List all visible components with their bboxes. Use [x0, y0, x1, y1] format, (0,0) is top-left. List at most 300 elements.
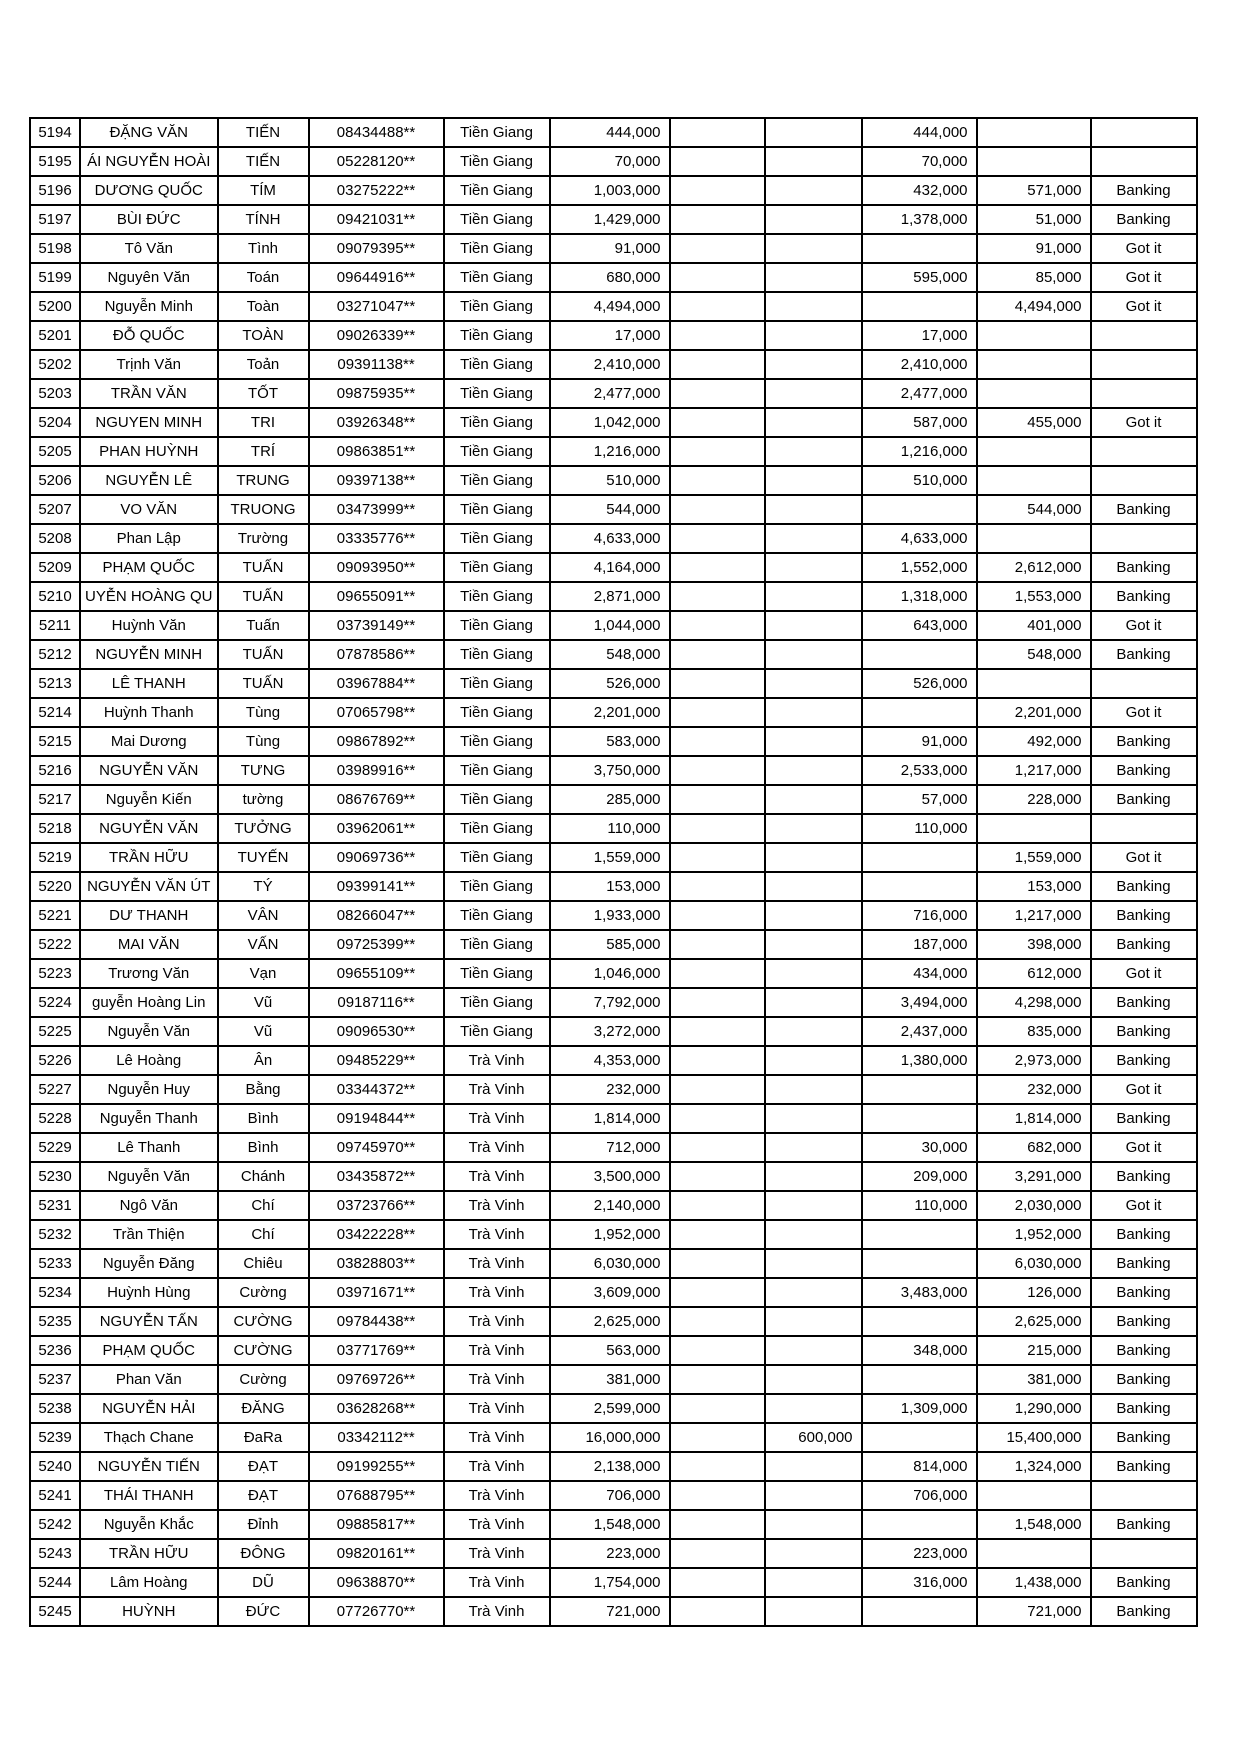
cell-amount-1: 1,044,000: [550, 611, 670, 640]
cell-blank-1: [670, 1017, 765, 1046]
cell-amount-1: 1,003,000: [550, 176, 670, 205]
cell-amount-1: 706,000: [550, 1481, 670, 1510]
cell-amount-3: 1,548,000: [977, 1510, 1091, 1539]
cell-given-name: TUYẾN: [218, 843, 309, 872]
cell-amount-1: 3,272,000: [550, 1017, 670, 1046]
cell-phone-masked: 03828803**: [309, 1249, 444, 1278]
cell-amount-1: 526,000: [550, 669, 670, 698]
cell-status: Banking: [1091, 1394, 1197, 1423]
cell-amount-2: 187,000: [862, 930, 977, 959]
cell-row-id: 5208: [30, 524, 80, 553]
cell-phone-masked: 09655109**: [309, 959, 444, 988]
cell-blank-1: [670, 234, 765, 263]
cell-row-id: 5240: [30, 1452, 80, 1481]
cell-amount-2: 1,309,000: [862, 1394, 977, 1423]
cell-status: Got it: [1091, 408, 1197, 437]
cell-province: Tiền Giang: [444, 727, 550, 756]
cell-blank-2: [765, 118, 862, 147]
cell-amount-2: 110,000: [862, 1191, 977, 1220]
cell-row-id: 5206: [30, 466, 80, 495]
cell-amount-1: 1,429,000: [550, 205, 670, 234]
table-row: [30, 321, 1197, 350]
cell-amount-3: [977, 118, 1091, 147]
cell-province: Tiền Giang: [444, 379, 550, 408]
cell-blank-1: [670, 408, 765, 437]
cell-blank-1: [670, 205, 765, 234]
cell-province: Tiền Giang: [444, 843, 550, 872]
cell-blank-1: [670, 350, 765, 379]
cell-blank-2: [765, 669, 862, 698]
cell-amount-3: 401,000: [977, 611, 1091, 640]
cell-given-name: ĐẠT: [218, 1481, 309, 1510]
cell-amount-1: 2,477,000: [550, 379, 670, 408]
cell-given-name: ĐaRa: [218, 1423, 309, 1452]
cell-given-name: Vạn: [218, 959, 309, 988]
cell-given-name: TÍM: [218, 176, 309, 205]
cell-province: Tiền Giang: [444, 582, 550, 611]
transfer-table: [29, 117, 1198, 1627]
cell-phone-masked: 09867892**: [309, 727, 444, 756]
cell-blank-2: [765, 1539, 862, 1568]
cell-given-name: Toán: [218, 263, 309, 292]
cell-blank-2: [765, 524, 862, 553]
cell-status: Banking: [1091, 1336, 1197, 1365]
cell-amount-2: [862, 1510, 977, 1539]
table-row: [30, 1568, 1197, 1597]
cell-family-middle-name: Tô Văn: [80, 234, 218, 263]
cell-province: Trà Vinh: [444, 1220, 550, 1249]
cell-status: Got it: [1091, 843, 1197, 872]
cell-status: Banking: [1091, 1278, 1197, 1307]
cell-amount-1: 510,000: [550, 466, 670, 495]
cell-given-name: tường: [218, 785, 309, 814]
cell-given-name: VẤN: [218, 930, 309, 959]
table-row: [30, 408, 1197, 437]
cell-status: Got it: [1091, 698, 1197, 727]
cell-amount-3: [977, 1539, 1091, 1568]
cell-amount-3: 544,000: [977, 495, 1091, 524]
cell-phone-masked: 03271047**: [309, 292, 444, 321]
cell-province: Tiền Giang: [444, 350, 550, 379]
cell-amount-1: 444,000: [550, 118, 670, 147]
cell-amount-3: 232,000: [977, 1075, 1091, 1104]
cell-amount-2: 814,000: [862, 1452, 977, 1481]
cell-blank-2: [765, 1046, 862, 1075]
cell-amount-3: 51,000: [977, 205, 1091, 234]
cell-row-id: 5239: [30, 1423, 80, 1452]
cell-given-name: Chiêu: [218, 1249, 309, 1278]
cell-blank-2: [765, 1220, 862, 1249]
cell-blank-2: [765, 495, 862, 524]
cell-row-id: 5217: [30, 785, 80, 814]
cell-amount-1: 232,000: [550, 1075, 670, 1104]
cell-status: Got it: [1091, 292, 1197, 321]
cell-amount-2: 348,000: [862, 1336, 977, 1365]
cell-given-name: Vũ: [218, 988, 309, 1017]
cell-amount-1: 7,792,000: [550, 988, 670, 1017]
cell-given-name: ĐĂNG: [218, 1394, 309, 1423]
cell-blank-1: [670, 1481, 765, 1510]
cell-province: Trà Vinh: [444, 1597, 550, 1626]
cell-amount-3: 571,000: [977, 176, 1091, 205]
cell-given-name: Tình: [218, 234, 309, 263]
cell-family-middle-name: Huỳnh Văn: [80, 611, 218, 640]
cell-blank-1: [670, 669, 765, 698]
table-row: [30, 843, 1197, 872]
cell-given-name: TRI: [218, 408, 309, 437]
cell-status: Banking: [1091, 727, 1197, 756]
cell-province: Trà Vinh: [444, 1162, 550, 1191]
table-row: [30, 1104, 1197, 1133]
cell-given-name: ĐẠT: [218, 1452, 309, 1481]
cell-blank-2: [765, 1365, 862, 1394]
cell-province: Tiền Giang: [444, 988, 550, 1017]
cell-blank-2: [765, 1017, 862, 1046]
cell-blank-2: [765, 176, 862, 205]
cell-family-middle-name: NGUYEN MINH: [80, 408, 218, 437]
cell-blank-1: [670, 118, 765, 147]
cell-amount-2: [862, 872, 977, 901]
cell-blank-1: [670, 147, 765, 176]
cell-status: [1091, 1539, 1197, 1568]
cell-given-name: Chánh: [218, 1162, 309, 1191]
cell-given-name: TUẤN: [218, 582, 309, 611]
cell-row-id: 5222: [30, 930, 80, 959]
cell-status: [1091, 814, 1197, 843]
table-row: [30, 814, 1197, 843]
cell-phone-masked: 09421031**: [309, 205, 444, 234]
cell-province: Trà Vinh: [444, 1249, 550, 1278]
table-row: [30, 1423, 1197, 1452]
cell-province: Tiền Giang: [444, 901, 550, 930]
cell-blank-1: [670, 727, 765, 756]
cell-amount-2: [862, 1075, 977, 1104]
cell-row-id: 5198: [30, 234, 80, 263]
cell-phone-masked: 09769726**: [309, 1365, 444, 1394]
cell-family-middle-name: HUỲNH: [80, 1597, 218, 1626]
cell-family-middle-name: Nguyễn Thanh: [80, 1104, 218, 1133]
cell-amount-2: 30,000: [862, 1133, 977, 1162]
cell-blank-2: [765, 1104, 862, 1133]
cell-phone-masked: 09875935**: [309, 379, 444, 408]
cell-family-middle-name: Ngô Văn: [80, 1191, 218, 1220]
cell-row-id: 5214: [30, 698, 80, 727]
cell-blank-2: [765, 698, 862, 727]
cell-family-middle-name: PHAN HUỲNH: [80, 437, 218, 466]
cell-phone-masked: 09187116**: [309, 988, 444, 1017]
cell-amount-2: 716,000: [862, 901, 977, 930]
cell-amount-1: 285,000: [550, 785, 670, 814]
cell-row-id: 5199: [30, 263, 80, 292]
cell-given-name: Tùng: [218, 698, 309, 727]
cell-amount-2: 1,216,000: [862, 437, 977, 466]
cell-family-middle-name: TRẦN HỮU: [80, 1539, 218, 1568]
cell-amount-1: 721,000: [550, 1597, 670, 1626]
cell-blank-1: [670, 292, 765, 321]
cell-amount-1: 17,000: [550, 321, 670, 350]
cell-province: Tiền Giang: [444, 756, 550, 785]
cell-phone-masked: 03628268**: [309, 1394, 444, 1423]
cell-phone-masked: 09026339**: [309, 321, 444, 350]
cell-amount-2: 510,000: [862, 466, 977, 495]
cell-phone-masked: 09655091**: [309, 582, 444, 611]
cell-status: Banking: [1091, 1307, 1197, 1336]
table-row: [30, 756, 1197, 785]
cell-amount-3: 398,000: [977, 930, 1091, 959]
cell-amount-1: 3,750,000: [550, 756, 670, 785]
table-row: [30, 205, 1197, 234]
cell-blank-1: [670, 1278, 765, 1307]
table-row: [30, 1307, 1197, 1336]
cell-blank-1: [670, 1423, 765, 1452]
cell-blank-1: [670, 872, 765, 901]
cell-phone-masked: 03275222**: [309, 176, 444, 205]
cell-amount-2: [862, 640, 977, 669]
table-row: [30, 1017, 1197, 1046]
cell-row-id: 5244: [30, 1568, 80, 1597]
cell-row-id: 5203: [30, 379, 80, 408]
table-row: [30, 901, 1197, 930]
cell-amount-3: 15,400,000: [977, 1423, 1091, 1452]
cell-given-name: DŨ: [218, 1568, 309, 1597]
cell-amount-3: 3,291,000: [977, 1162, 1091, 1191]
cell-amount-3: 721,000: [977, 1597, 1091, 1626]
cell-phone-masked: 09199255**: [309, 1452, 444, 1481]
cell-blank-2: [765, 640, 862, 669]
cell-phone-masked: 09397138**: [309, 466, 444, 495]
cell-blank-1: [670, 582, 765, 611]
cell-status: Banking: [1091, 495, 1197, 524]
cell-given-name: Tuấn: [218, 611, 309, 640]
cell-amount-1: 1,754,000: [550, 1568, 670, 1597]
cell-phone-masked: 03435872**: [309, 1162, 444, 1191]
cell-phone-masked: 03962061**: [309, 814, 444, 843]
cell-blank-2: [765, 408, 862, 437]
cell-amount-3: [977, 669, 1091, 698]
cell-amount-1: 2,871,000: [550, 582, 670, 611]
cell-family-middle-name: Trương Văn: [80, 959, 218, 988]
cell-status: Banking: [1091, 1365, 1197, 1394]
cell-blank-1: [670, 843, 765, 872]
cell-province: Trà Vinh: [444, 1278, 550, 1307]
cell-status: Got it: [1091, 959, 1197, 988]
cell-family-middle-name: Mai Dương: [80, 727, 218, 756]
cell-status: Got it: [1091, 1075, 1197, 1104]
cell-row-id: 5215: [30, 727, 80, 756]
cell-province: Trà Vinh: [444, 1307, 550, 1336]
cell-blank-1: [670, 1249, 765, 1278]
cell-amount-3: [977, 350, 1091, 379]
cell-row-id: 5228: [30, 1104, 80, 1133]
cell-family-middle-name: Lâm Hoàng: [80, 1568, 218, 1597]
cell-family-middle-name: NGUYỄN VĂN: [80, 756, 218, 785]
cell-family-middle-name: NGUYỄN VĂN ÚT: [80, 872, 218, 901]
cell-amount-1: 2,138,000: [550, 1452, 670, 1481]
table-row: [30, 234, 1197, 263]
cell-blank-1: [670, 321, 765, 350]
cell-blank-2: [765, 263, 862, 292]
cell-amount-3: 2,612,000: [977, 553, 1091, 582]
cell-given-name: TỐT: [218, 379, 309, 408]
cell-family-middle-name: guyễn Hoàng Lin: [80, 988, 218, 1017]
cell-phone-masked: 09638870**: [309, 1568, 444, 1597]
cell-family-middle-name: Nguyễn Khắc: [80, 1510, 218, 1539]
cell-family-middle-name: ĐẶNG VĂN: [80, 118, 218, 147]
cell-family-middle-name: NGUYỄN LÊ: [80, 466, 218, 495]
table-row: [30, 118, 1197, 147]
cell-blank-1: [670, 379, 765, 408]
cell-phone-masked: 07878586**: [309, 640, 444, 669]
cell-status: [1091, 118, 1197, 147]
cell-province: Tiền Giang: [444, 785, 550, 814]
cell-amount-2: 3,483,000: [862, 1278, 977, 1307]
cell-given-name: Vũ: [218, 1017, 309, 1046]
cell-status: Banking: [1091, 901, 1197, 930]
cell-province: Tiền Giang: [444, 147, 550, 176]
cell-amount-2: 209,000: [862, 1162, 977, 1191]
cell-family-middle-name: UYỄN HOÀNG QU: [80, 582, 218, 611]
cell-row-id: 5207: [30, 495, 80, 524]
cell-province: Tiền Giang: [444, 872, 550, 901]
cell-phone-masked: 03926348**: [309, 408, 444, 437]
cell-blank-1: [670, 1510, 765, 1539]
cell-blank-1: [670, 756, 765, 785]
cell-amount-1: 2,410,000: [550, 350, 670, 379]
cell-amount-2: [862, 1365, 977, 1394]
cell-amount-2: [862, 1307, 977, 1336]
cell-amount-1: 16,000,000: [550, 1423, 670, 1452]
table-row: [30, 495, 1197, 524]
cell-amount-1: 4,353,000: [550, 1046, 670, 1075]
cell-status: Got it: [1091, 1191, 1197, 1220]
cell-row-id: 5216: [30, 756, 80, 785]
cell-phone-masked: 08266047**: [309, 901, 444, 930]
cell-blank-1: [670, 930, 765, 959]
cell-blank-2: [765, 234, 862, 263]
cell-row-id: 5197: [30, 205, 80, 234]
cell-status: Banking: [1091, 205, 1197, 234]
cell-phone-masked: 03739149**: [309, 611, 444, 640]
cell-row-id: 5235: [30, 1307, 80, 1336]
cell-amount-3: 682,000: [977, 1133, 1091, 1162]
cell-family-middle-name: ÁI NGUYỄN HOÀI: [80, 147, 218, 176]
cell-amount-2: 2,533,000: [862, 756, 977, 785]
cell-amount-2: 1,552,000: [862, 553, 977, 582]
cell-amount-2: [862, 1423, 977, 1452]
cell-phone-masked: 09069736**: [309, 843, 444, 872]
cell-phone-masked: 09820161**: [309, 1539, 444, 1568]
cell-row-id: 5205: [30, 437, 80, 466]
cell-amount-1: 2,599,000: [550, 1394, 670, 1423]
cell-given-name: TOÀN: [218, 321, 309, 350]
cell-province: Trà Vinh: [444, 1510, 550, 1539]
table-row: [30, 1046, 1197, 1075]
cell-amount-2: 91,000: [862, 727, 977, 756]
cell-given-name: TÍNH: [218, 205, 309, 234]
cell-status: Banking: [1091, 1423, 1197, 1452]
cell-amount-1: 2,201,000: [550, 698, 670, 727]
cell-blank-2: [765, 466, 862, 495]
cell-given-name: Toàn: [218, 292, 309, 321]
cell-family-middle-name: LÊ THANH: [80, 669, 218, 698]
cell-province: Tiền Giang: [444, 495, 550, 524]
cell-amount-3: 228,000: [977, 785, 1091, 814]
table-row: [30, 1133, 1197, 1162]
cell-amount-3: 85,000: [977, 263, 1091, 292]
cell-blank-1: [670, 611, 765, 640]
cell-family-middle-name: Trịnh Văn: [80, 350, 218, 379]
cell-blank-2: [765, 1597, 862, 1626]
cell-blank-1: [670, 1104, 765, 1133]
cell-blank-2: [765, 988, 862, 1017]
cell-status: Banking: [1091, 553, 1197, 582]
cell-status: [1091, 437, 1197, 466]
cell-amount-3: [977, 1481, 1091, 1510]
cell-blank-2: [765, 1394, 862, 1423]
cell-status: Got it: [1091, 611, 1197, 640]
cell-given-name: TUẤN: [218, 640, 309, 669]
table-row: [30, 1365, 1197, 1394]
cell-row-id: 5233: [30, 1249, 80, 1278]
table-row: [30, 669, 1197, 698]
cell-status: Banking: [1091, 1452, 1197, 1481]
table-row: [30, 640, 1197, 669]
cell-blank-1: [670, 1365, 765, 1394]
table-row: [30, 1162, 1197, 1191]
cell-province: Tiền Giang: [444, 205, 550, 234]
cell-family-middle-name: VO VĂN: [80, 495, 218, 524]
cell-blank-2: [765, 1249, 862, 1278]
cell-amount-1: 1,559,000: [550, 843, 670, 872]
cell-phone-masked: 03771769**: [309, 1336, 444, 1365]
cell-blank-2: [765, 350, 862, 379]
cell-amount-2: [862, 1104, 977, 1133]
cell-phone-masked: 09885817**: [309, 1510, 444, 1539]
cell-blank-2: [765, 292, 862, 321]
cell-amount-3: 126,000: [977, 1278, 1091, 1307]
cell-status: [1091, 466, 1197, 495]
cell-blank-2: [765, 1133, 862, 1162]
cell-row-id: 5200: [30, 292, 80, 321]
cell-given-name: TIẾN: [218, 118, 309, 147]
cell-status: Banking: [1091, 1249, 1197, 1278]
table-row: [30, 147, 1197, 176]
cell-amount-1: 712,000: [550, 1133, 670, 1162]
cell-phone-masked: 03989916**: [309, 756, 444, 785]
cell-family-middle-name: TRẦN VĂN: [80, 379, 218, 408]
cell-status: Got it: [1091, 1133, 1197, 1162]
cell-given-name: TUẤN: [218, 553, 309, 582]
cell-blank-2: [765, 814, 862, 843]
cell-status: Banking: [1091, 1568, 1197, 1597]
cell-blank-2: [765, 959, 862, 988]
cell-amount-2: [862, 292, 977, 321]
cell-blank-2: [765, 205, 862, 234]
table-row: [30, 1452, 1197, 1481]
cell-phone-masked: 07065798**: [309, 698, 444, 727]
cell-amount-2: 70,000: [862, 147, 977, 176]
cell-status: Banking: [1091, 1162, 1197, 1191]
table-row: [30, 350, 1197, 379]
cell-blank-1: [670, 1191, 765, 1220]
cell-phone-masked: 09725399**: [309, 930, 444, 959]
cell-amount-3: [977, 379, 1091, 408]
cell-province: Tiền Giang: [444, 234, 550, 263]
cell-province: Tiền Giang: [444, 263, 550, 292]
cell-blank-2: [765, 1162, 862, 1191]
cell-status: Banking: [1091, 930, 1197, 959]
cell-row-id: 5213: [30, 669, 80, 698]
